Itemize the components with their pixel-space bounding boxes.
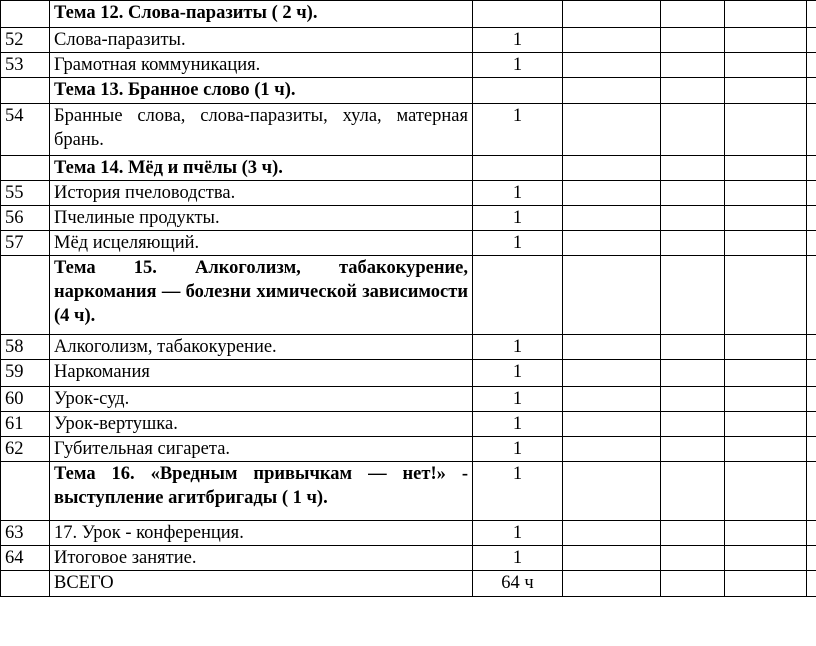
lesson-title: Бранные слова, слова-паразиты, хула, матерная брань. [50, 104, 473, 156]
lesson-row [1, 335, 816, 360]
empty-cell [563, 206, 661, 231]
lesson-title: Пчелиные продукты. [50, 206, 473, 231]
lesson-title: Наркомания [50, 360, 473, 387]
empty-cell [807, 360, 816, 387]
empty-cell [725, 546, 807, 571]
lesson-number [1, 1, 50, 28]
hours-cell: 1 [473, 53, 563, 78]
empty-cell [563, 53, 661, 78]
empty-cell [563, 78, 661, 104]
empty-cell [661, 156, 725, 181]
empty-cell [661, 256, 725, 335]
lesson-title: История пчеловодства. [50, 181, 473, 206]
empty-cell [563, 1, 661, 28]
hours-cell: 1 [473, 206, 563, 231]
empty-cell [661, 1, 725, 28]
lesson-title: Алкоголизм, табакокурение. [50, 335, 473, 360]
empty-cell [807, 256, 816, 335]
empty-cell [725, 462, 807, 521]
topic-title: Тема 14. Мёд и пчёлы (3 ч). [50, 156, 473, 181]
lesson-row [1, 206, 816, 231]
empty-cell [725, 521, 807, 546]
lesson-title: Мёд исцеляющий. [50, 231, 473, 256]
hours-cell: 1 [473, 412, 563, 437]
empty-cell [725, 387, 807, 412]
empty-cell [725, 571, 807, 597]
lesson-title: Урок-вертушка. [50, 412, 473, 437]
empty-cell [563, 156, 661, 181]
lesson-title: Грамотная коммуникация. [50, 53, 473, 78]
empty-cell [563, 462, 661, 521]
lesson-row [1, 521, 816, 546]
empty-cell [661, 462, 725, 521]
lesson-title: Урок-суд. [50, 387, 473, 412]
total-row [1, 571, 816, 597]
lesson-title: Слова-паразиты. [50, 28, 473, 53]
lesson-row [1, 437, 816, 462]
hours-cell: 1 [473, 462, 563, 521]
empty-cell [807, 412, 816, 437]
empty-cell [807, 546, 816, 571]
empty-cell [725, 231, 807, 256]
empty-cell [661, 387, 725, 412]
empty-cell [661, 28, 725, 53]
topic-row [1, 1, 816, 28]
empty-cell [661, 546, 725, 571]
empty-cell [725, 412, 807, 437]
empty-cell [725, 28, 807, 53]
lesson-number: 63 [1, 521, 50, 546]
empty-cell [661, 521, 725, 546]
empty-cell [725, 1, 807, 28]
empty-cell [725, 78, 807, 104]
empty-cell [725, 206, 807, 231]
empty-cell [725, 156, 807, 181]
empty-cell [563, 571, 661, 597]
empty-cell [563, 437, 661, 462]
empty-cell [661, 437, 725, 462]
empty-cell [807, 571, 816, 597]
empty-cell [807, 335, 816, 360]
lesson-number [1, 78, 50, 104]
lesson-number: 59 [1, 360, 50, 387]
hours-cell: 1 [473, 28, 563, 53]
empty-cell [725, 181, 807, 206]
empty-cell [563, 104, 661, 156]
empty-cell [661, 335, 725, 360]
lesson-number: 60 [1, 387, 50, 412]
empty-cell [563, 231, 661, 256]
empty-cell [661, 181, 725, 206]
empty-cell [563, 335, 661, 360]
empty-cell [807, 387, 816, 412]
empty-cell [661, 360, 725, 387]
empty-cell [563, 28, 661, 53]
hours-cell [473, 156, 563, 181]
empty-cell [807, 78, 816, 104]
empty-cell [725, 437, 807, 462]
empty-cell [661, 78, 725, 104]
hours-cell: 1 [473, 104, 563, 156]
hours-cell: 1 [473, 437, 563, 462]
lesson-title: 17. Урок - конференция. [50, 521, 473, 546]
hours-cell [473, 78, 563, 104]
lesson-number: 53 [1, 53, 50, 78]
hours-cell: 1 [473, 335, 563, 360]
hours-cell: 1 [473, 387, 563, 412]
lesson-row [1, 546, 816, 571]
lesson-number: 62 [1, 437, 50, 462]
hours-cell: 1 [473, 360, 563, 387]
topic-title: Тема 13. Бранное слово (1 ч). [50, 78, 473, 104]
empty-cell [725, 104, 807, 156]
lesson-title: Губительная сигарета. [50, 437, 473, 462]
topic-title: Тема 15. Алкоголизм, табакокурение, наркомания — болезни химической зависимости (4 ч). [50, 256, 473, 335]
empty-cell [563, 387, 661, 412]
empty-cell [563, 360, 661, 387]
lesson-row [1, 412, 816, 437]
topic-title: Тема 12. Слова-паразиты ( 2 ч). [50, 1, 473, 28]
lesson-row [1, 104, 816, 156]
lesson-number: 58 [1, 335, 50, 360]
lesson-title: ВСЕГО [50, 571, 473, 597]
topic-row [1, 156, 816, 181]
lesson-number: 52 [1, 28, 50, 53]
empty-cell [725, 53, 807, 78]
empty-cell [661, 571, 725, 597]
hours-cell: 64 ч [473, 571, 563, 597]
lesson-number [1, 571, 50, 597]
lesson-number [1, 256, 50, 335]
empty-cell [807, 1, 816, 28]
empty-cell [725, 256, 807, 335]
topic-row [1, 462, 816, 521]
lesson-number: 55 [1, 181, 50, 206]
empty-cell [725, 360, 807, 387]
lesson-row [1, 387, 816, 412]
hours-cell: 1 [473, 521, 563, 546]
empty-cell [563, 412, 661, 437]
empty-cell [563, 546, 661, 571]
empty-cell [661, 231, 725, 256]
hours-cell [473, 1, 563, 28]
empty-cell [807, 156, 816, 181]
lesson-row [1, 181, 816, 206]
lesson-number [1, 462, 50, 521]
lesson-number: 54 [1, 104, 50, 156]
empty-cell [661, 53, 725, 78]
lesson-row [1, 231, 816, 256]
lesson-number: 64 [1, 546, 50, 571]
empty-cell [807, 28, 816, 53]
empty-cell [807, 437, 816, 462]
empty-cell [807, 521, 816, 546]
lesson-row [1, 360, 816, 387]
empty-cell [807, 181, 816, 206]
empty-cell [807, 231, 816, 256]
curriculum-table-body [1, 1, 816, 597]
lesson-row [1, 53, 816, 78]
lesson-number: 56 [1, 206, 50, 231]
hours-cell: 1 [473, 181, 563, 206]
empty-cell [563, 256, 661, 335]
empty-cell [563, 181, 661, 206]
topic-row [1, 256, 816, 335]
lesson-row [1, 28, 816, 53]
empty-cell [661, 206, 725, 231]
empty-cell [807, 53, 816, 78]
empty-cell [563, 521, 661, 546]
empty-cell [807, 206, 816, 231]
empty-cell [661, 412, 725, 437]
empty-cell [725, 335, 807, 360]
hours-cell: 1 [473, 546, 563, 571]
empty-cell [807, 462, 816, 521]
empty-cell [807, 104, 816, 156]
lesson-number: 61 [1, 412, 50, 437]
topic-row [1, 78, 816, 104]
hours-cell [473, 256, 563, 335]
lesson-number [1, 156, 50, 181]
topic-title: Тема 16. «Вредным привычкам — нет!» - выступление агитбригады ( 1 ч). [50, 462, 473, 521]
hours-cell: 1 [473, 231, 563, 256]
lesson-number: 57 [1, 231, 50, 256]
lesson-title: Итоговое занятие. [50, 546, 473, 571]
empty-cell [661, 104, 725, 156]
